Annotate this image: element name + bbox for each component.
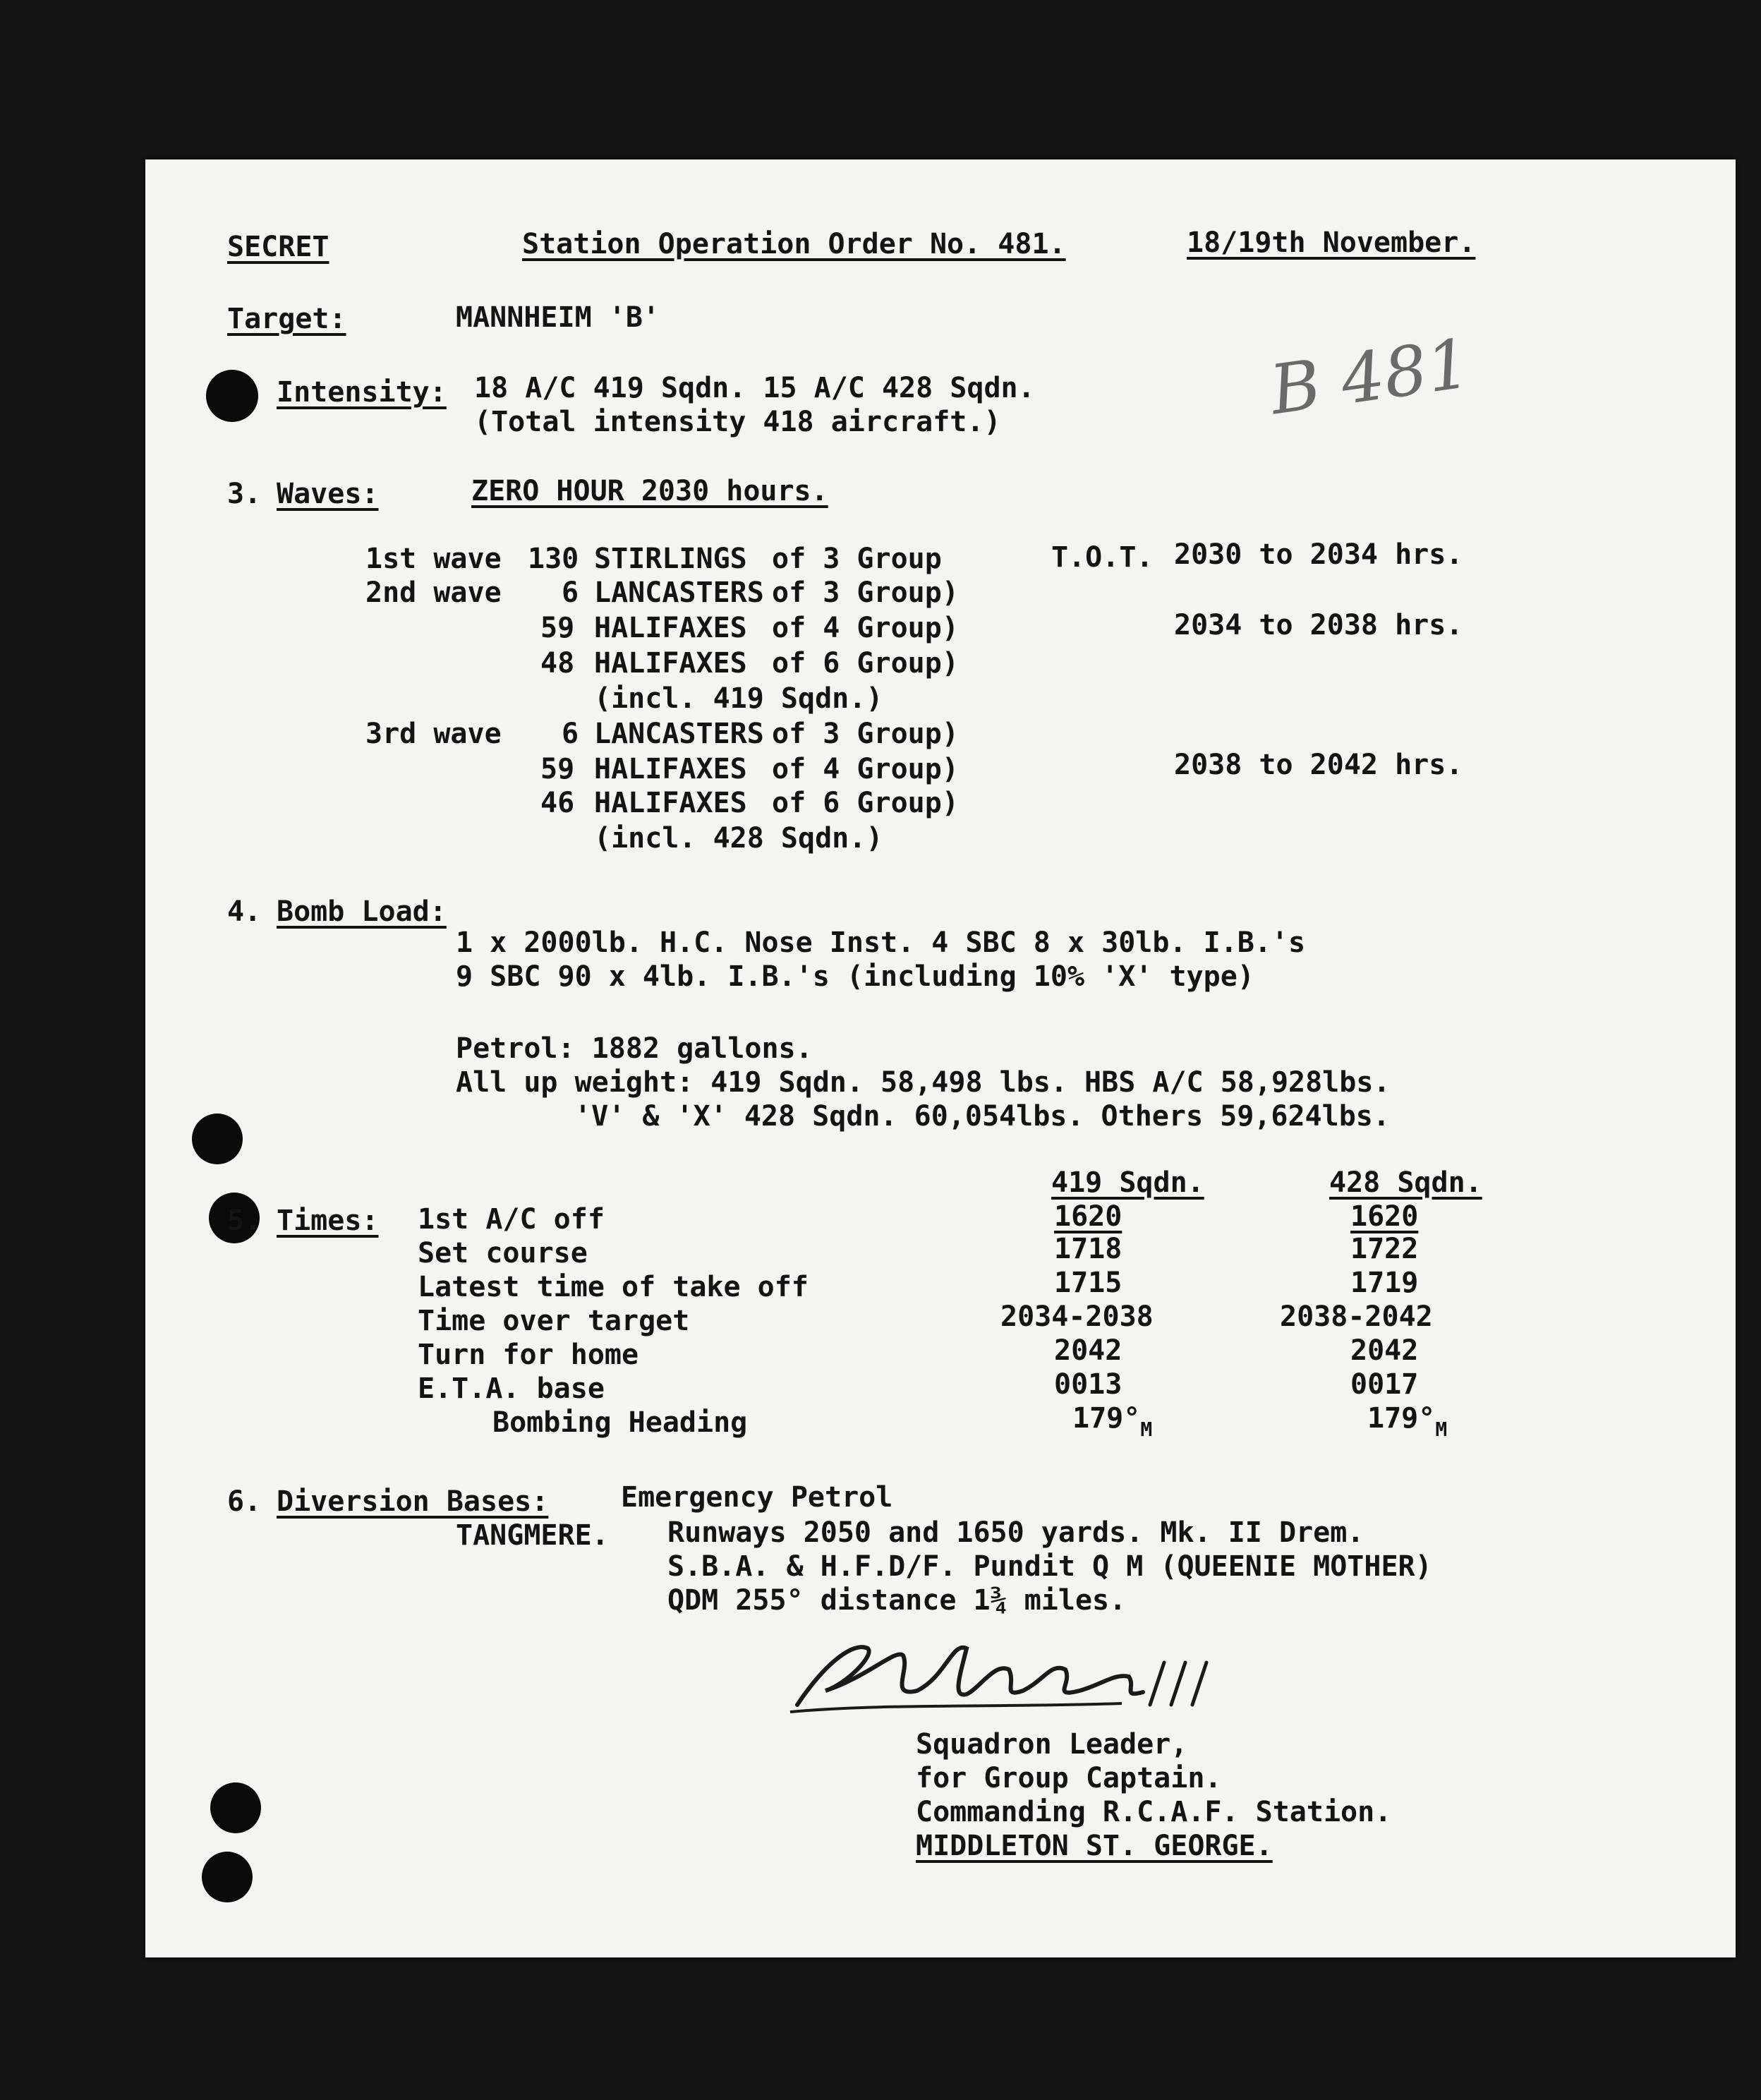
bomb-load-label: Bomb Load: xyxy=(277,895,447,928)
aircraft-note: (incl. 419 Sqdn.) xyxy=(594,682,883,715)
time-label: Time over target xyxy=(418,1305,690,1337)
aircraft-note: (incl. 428 Sqdn.) xyxy=(594,822,883,855)
signature-station: MIDDLETON ST. GEORGE. xyxy=(916,1830,1273,1862)
intensity-total: (Total intensity 418 aircraft.) xyxy=(474,406,1001,438)
aircraft-group: of 4 Group) xyxy=(772,753,959,785)
time-419: 2042 xyxy=(1054,1334,1122,1367)
punch-hole xyxy=(192,1114,243,1164)
section-number: 6. xyxy=(227,1485,262,1518)
signature-commanding: Commanding R.C.A.F. Station. xyxy=(916,1796,1392,1828)
section-number: 3. xyxy=(227,478,262,510)
time-428: $179^\circ_M$ xyxy=(1367,1402,1448,1441)
times-label: Times: xyxy=(277,1205,379,1237)
section-number: 5. xyxy=(227,1205,262,1237)
target-label: Target: xyxy=(227,303,346,335)
time-label: 1st A/C off xyxy=(418,1203,605,1236)
order-title: Station Operation Order No. 481. xyxy=(522,228,1066,260)
time-label: Latest time of take off xyxy=(418,1271,809,1303)
diversion-line: QDM 255° distance 1¾ miles. xyxy=(667,1584,1127,1617)
aircraft-count: 59 xyxy=(540,612,575,644)
zero-hour: ZERO HOUR 2030 hours. xyxy=(471,475,828,507)
bomb-load-line: 1 x 2000lb. H.C. Nose Inst. 4 SBC 8 x 30lb. I.B.'s xyxy=(456,927,1306,959)
time-over-target: 2034 to 2038 hrs. xyxy=(1174,609,1463,641)
aircraft-group: of 3 Group) xyxy=(772,577,959,609)
target-value: MANNHEIM 'B' xyxy=(456,301,660,334)
aircraft-count: 6 xyxy=(562,718,579,750)
aircraft-type: HALIFAXES xyxy=(594,753,747,785)
diversion-line: S.B.A. & H.F.D/F. Pundit Q M (QUEENIE MOTHER) xyxy=(667,1550,1432,1583)
aircraft-group: of 4 Group) xyxy=(772,612,959,644)
times-col-419: 419 Sqdn. xyxy=(1051,1166,1204,1199)
time-428: 1722 xyxy=(1350,1233,1419,1265)
time-428: 1620 xyxy=(1350,1200,1419,1233)
all-up-weight: 'V' & 'X' 428 Sqdn. 60,054lbs. Others 59,624lbs. xyxy=(574,1100,1390,1133)
aircraft-group: of 3 Group) xyxy=(772,718,959,750)
time-428: 2038-2042 xyxy=(1280,1301,1433,1333)
intensity-line: 18 A/C 419 Sqdn. 15 A/C 428 Sqdn. xyxy=(474,372,1035,404)
all-up-weight: All up weight: 419 Sqdn. 58,498 lbs. HBS A/C 58,928lbs. xyxy=(456,1066,1391,1099)
aircraft-count: 130 xyxy=(528,543,579,575)
time-419: 2034-2038 xyxy=(1000,1301,1154,1333)
waves-label: Waves: xyxy=(277,478,379,510)
petrol: Petrol: 1882 gallons. xyxy=(456,1032,813,1065)
time-419: 0013 xyxy=(1054,1368,1122,1401)
time-over-target: 2030 to 2034 hrs. xyxy=(1174,538,1463,571)
wave-name: 3rd wave xyxy=(365,718,502,750)
aircraft-count: 48 xyxy=(540,647,575,680)
punch-hole xyxy=(206,370,258,422)
aircraft-type: STIRLINGS xyxy=(594,543,747,575)
time-428: 1719 xyxy=(1350,1267,1419,1299)
time-419: 1620 xyxy=(1054,1200,1122,1233)
aircraft-group: of 3 Group xyxy=(772,543,942,575)
signature xyxy=(783,1620,1221,1726)
emergency-petrol: Emergency Petrol xyxy=(621,1481,893,1514)
time-label: Turn for home xyxy=(418,1339,639,1371)
wave-name: 1st wave xyxy=(365,543,502,575)
aircraft-count: 59 xyxy=(540,753,575,785)
diversion-label: Diversion Bases: xyxy=(277,1485,549,1518)
diversion-base: TANGMERE. xyxy=(456,1519,609,1552)
time-419: 1715 xyxy=(1054,1267,1122,1299)
aircraft-count: 6 xyxy=(562,577,579,609)
section-number: 4. xyxy=(227,895,262,928)
classification: SECRET xyxy=(227,231,329,263)
punch-hole xyxy=(202,1852,253,1902)
time-label: Set course xyxy=(418,1237,588,1269)
time-label: Bombing Heading xyxy=(492,1406,748,1439)
tot-label: T.O.T. xyxy=(1051,541,1154,574)
time-428: 0017 xyxy=(1350,1368,1419,1401)
signature-text xyxy=(811,1686,824,1688)
aircraft-count: 46 xyxy=(540,787,575,819)
time-over-target: 2038 to 2042 hrs. xyxy=(1174,749,1463,781)
intensity-label: Intensity: xyxy=(277,376,447,409)
time-428: 2042 xyxy=(1350,1334,1419,1367)
aircraft-group: of 6 Group) xyxy=(772,787,959,819)
bomb-load-line: 9 SBC 90 x 4lb. I.B.'s (including 10% 'X' type) xyxy=(456,960,1254,993)
aircraft-group: of 6 Group) xyxy=(772,647,959,680)
signature-for: for Group Captain. xyxy=(916,1762,1222,1794)
aircraft-type: HALIFAXES xyxy=(594,612,747,644)
wave-name: 2nd wave xyxy=(365,577,502,609)
aircraft-type: LANCASTERS xyxy=(594,718,764,750)
aircraft-type: HALIFAXES xyxy=(594,787,747,819)
signature-rank: Squadron Leader, xyxy=(916,1728,1188,1761)
time-419: $179^\circ_M$ xyxy=(1072,1402,1153,1441)
aircraft-type: LANCASTERS xyxy=(594,577,764,609)
time-label: E.T.A. base xyxy=(418,1372,605,1405)
time-419: 1718 xyxy=(1054,1233,1122,1265)
diversion-line: Runways 2050 and 1650 yards. Mk. II Drem. xyxy=(667,1516,1364,1549)
handwritten-file-note: B 481 xyxy=(1265,323,1475,430)
times-col-428: 428 Sqdn. xyxy=(1329,1166,1482,1199)
punch-hole xyxy=(210,1782,261,1833)
aircraft-type: HALIFAXES xyxy=(594,647,747,680)
order-date: 18/19th November. xyxy=(1187,227,1476,259)
